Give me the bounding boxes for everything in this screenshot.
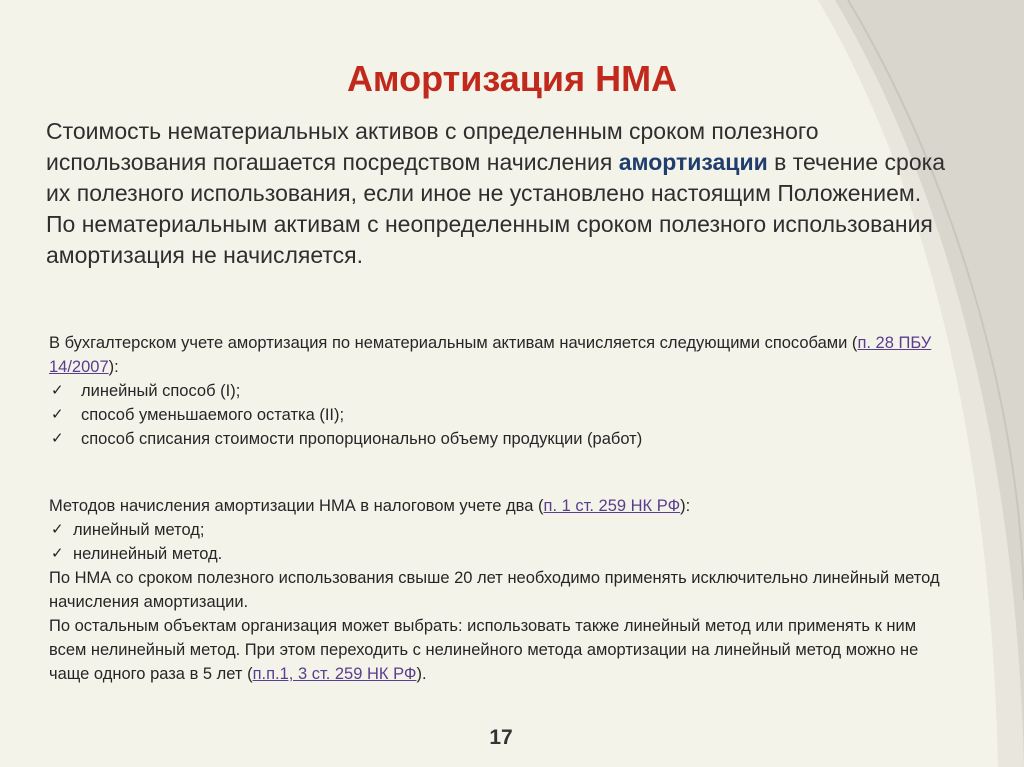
intro-paragraph-1: [46, 116, 946, 209]
list-item: [49, 518, 949, 542]
list-item-label: линейный метод;: [73, 521, 205, 539]
checkmark-icon: ✓: [51, 521, 64, 538]
accounting-methods-block: [49, 331, 949, 451]
checkmark-icon: ✓: [51, 382, 64, 399]
checkmark-icon: ✓: [51, 430, 64, 447]
intro-text-part: Стоимость нематериальных активов с определенным сроком полезного использования погашается посредством начисления: [46, 118, 819, 175]
list-item: [49, 542, 949, 566]
tax-lead-text: Методов начисления амортизации НМА в налоговом учете два (: [49, 497, 544, 515]
checkmark-icon: ✓: [51, 545, 64, 562]
list-item: [49, 427, 949, 451]
accounting-lead: [49, 331, 949, 379]
tax-lead: [49, 494, 949, 518]
list-item: [49, 379, 949, 403]
tax-note-1: По НМА со сроком полезного использования свыше 20 лет необходимо применять исключительно линейный метод начисления амортизации.: [49, 569, 940, 611]
list-item-label: способ уменьшаемого остатка (II);: [81, 406, 345, 424]
page-number: 17: [489, 726, 513, 749]
accounting-lead-text: В бухгалтерском учете амортизация по нематериальным активам начисляется следующими способами (: [49, 334, 858, 352]
pbu-link[interactable]: п. 28 ПБУ 14/2007: [49, 334, 932, 376]
accounting-methods-list: [49, 379, 949, 451]
checkmark-icon: ✓: [51, 406, 64, 423]
accounting-lead-text: ):: [108, 358, 119, 376]
tax-methods-list: [49, 518, 949, 566]
tax-methods-block: [49, 494, 949, 686]
list-item-label: нелинейный метод.: [73, 545, 223, 563]
amortization-highlight: амортизации: [618, 149, 768, 175]
list-item: [49, 403, 949, 427]
intro-text-part: в течение срока их полезного использования, если иное не установлено настоящим Положением.: [46, 149, 945, 206]
slide-title: Амортизация НМА: [346, 58, 678, 99]
intro-paragraph-2: По нематериальным активам с неопределенным сроком полезного использования амортизация не начисляется.: [46, 211, 933, 268]
list-item-label: линейный способ (I);: [81, 382, 241, 400]
tax-note-2: [49, 614, 949, 686]
nk-rf-link-2[interactable]: п.п.1, 3 ст. 259 НК РФ: [252, 665, 417, 683]
tax-note-text: ).: [416, 665, 427, 683]
list-item-label: способ списания стоимости пропорционально объему продукции (работ): [81, 430, 643, 448]
intro-text: [46, 116, 946, 271]
nk-rf-link[interactable]: п. 1 ст. 259 НК РФ: [543, 497, 681, 515]
tax-lead-text: ):: [680, 497, 691, 515]
tax-note-text: По остальным объектам организация может выбрать: использовать также линейный метод или применять к ним всем нелинейный метод. При этом переходить с нелинейного метода амортизации на линейный метод можно не чаще одного раза в 5 лет (: [49, 617, 919, 683]
